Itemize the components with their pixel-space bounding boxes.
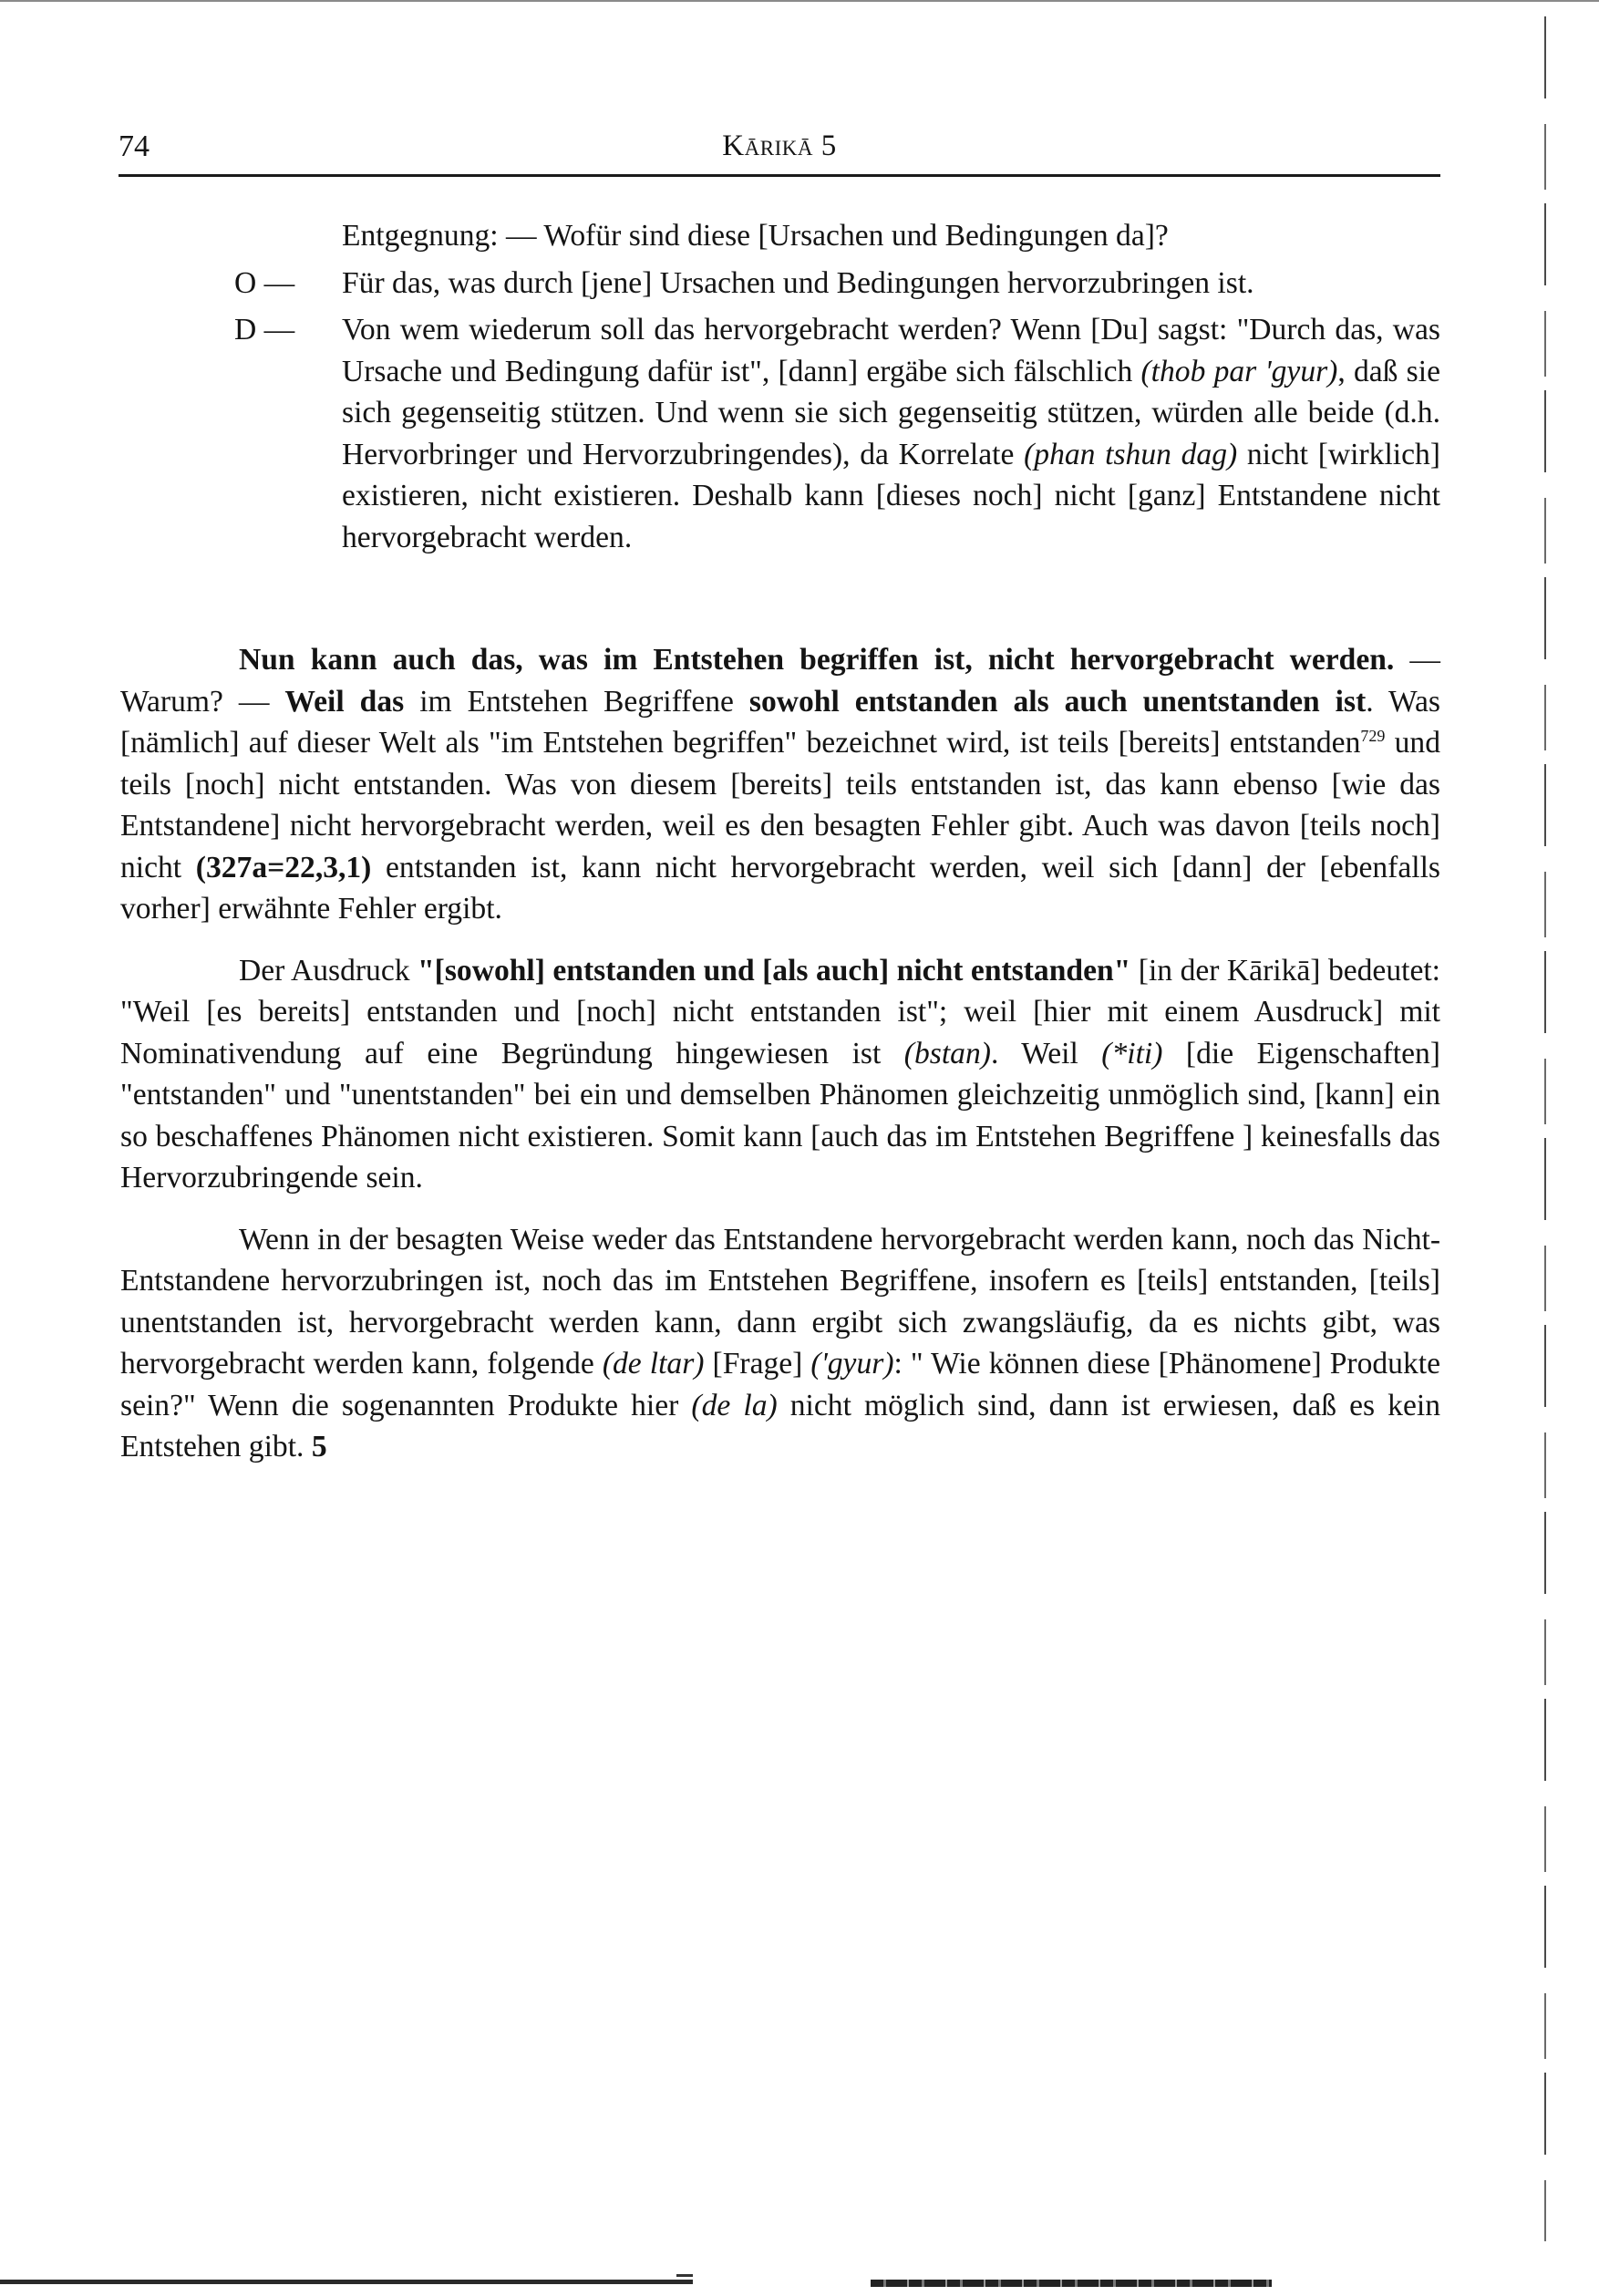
root-verse-text: "[sowohl] entstanden und [als auch] nicht entstanden" xyxy=(418,953,1131,988)
paragraph-text: und teils [noch] nicht entstanden. Was von diesem [bereits] teils entstanden ist, das kann ebenso [wie das Entstandene] nicht hervorgebracht werden, weil es den besagten Fehler gibt. Auch was davon [teils noch] nicht xyxy=(120,726,1440,884)
tibetan-term: (de ltar) xyxy=(602,1347,705,1381)
defender-text: nicht [wirklich] existieren, nicht existieren. Deshalb kann [dieses noch] nicht [ganz] Entstandene nicht hervorgebracht werden. xyxy=(342,437,1440,554)
paragraph-text: im Entstehen Begriffene xyxy=(404,684,749,719)
root-verse-text: Nun kann auch das, was im Entstehen begriffen ist, nicht hervorgebracht werden. xyxy=(239,643,1395,677)
root-verse-text: sowohl entstanden als auch unentstanden ist xyxy=(748,684,1367,719)
paragraph-text: Der Ausdruck xyxy=(239,953,418,988)
page-number: 74 xyxy=(119,129,150,163)
dialog-block xyxy=(120,215,1440,564)
scan-bottom-mark xyxy=(676,2274,693,2286)
paragraph-text: [die Eigenschaften] "entstanden" und "unentstanden" bei ein und demselben Phänomen gleichzeitig unmöglich sind, [kann] ein so beschaffenes Phänomen nicht existieren. Somit kann [auch das im Entstehen Begriffene ] keinesfalls das Hervorzubringende sein. xyxy=(120,1036,1440,1195)
paragraph-text: nicht möglich sind, dann ist erwiesen, daß es kein Entstehen gibt. xyxy=(120,1388,1440,1463)
paragraph-1 xyxy=(120,639,1440,930)
dialog-intro xyxy=(120,215,1440,257)
sanskrit-term: (*iti) xyxy=(1101,1036,1163,1070)
paragraph-text: — Warum? — xyxy=(120,643,1440,719)
paragraph-text: [Frage] xyxy=(704,1347,811,1381)
header-rule xyxy=(119,174,1440,177)
scan-margin-rule xyxy=(1544,16,1546,2241)
paragraph-2 xyxy=(120,950,1440,1199)
running-head xyxy=(119,128,1440,173)
tibetan-term: (bstan) xyxy=(903,1036,991,1070)
paragraph-text: [in der Kārikā] bedeutet: "Weil [es bereits] entstanden und [noch] nicht entstanden ist"; weil [hier mit einem Ausdruck] mit Nominativendung auf eine Begründung hingewiesen ist xyxy=(120,953,1441,1070)
dialog-opponent xyxy=(120,263,1440,305)
scan-bottom-edge xyxy=(0,2280,693,2284)
tibetan-term: (thob par 'gyur) xyxy=(1140,354,1338,388)
footnote-marker: 729 xyxy=(1360,727,1386,745)
running-title: Kārikā 5 xyxy=(722,129,837,162)
defender-marker: D — xyxy=(234,313,295,346)
verse-end-number: 5 xyxy=(311,1430,327,1463)
root-verse-text: Weil das xyxy=(284,684,405,719)
tibetan-term: (de la) xyxy=(691,1388,778,1422)
folio-reference: (327a=22,3,1) xyxy=(195,850,372,884)
defender-text: , daß sie sich gegenseitig stützen. Und wenn sie sich gegenseitig stützen, würden alle beide (d.h. Hervorbringer und Hervorzubringendes), da Korrelate xyxy=(342,354,1440,471)
dialog-defender xyxy=(120,309,1440,558)
paragraph-3 xyxy=(120,1219,1440,1468)
opponent-marker: O — xyxy=(234,265,295,300)
scan-top-edge xyxy=(0,0,1599,2)
paragraph-text: . Weil xyxy=(990,1036,1102,1070)
paragraph-text: entstanden ist, kann nicht hervorgebracht werden, weil sich [dann] der [ebenfalls vorher] erwähnte Fehler ergibt. xyxy=(120,850,1440,926)
tibetan-term: ('gyur) xyxy=(810,1347,894,1381)
paragraph-text: : " Wie können diese [Phänomene] Produkte sein?" Wenn die sogenannten Produkte hier xyxy=(120,1347,1440,1422)
tibetan-term: (phan tshun dag) xyxy=(1024,437,1238,471)
paragraph-text: Wenn in der besagten Weise weder das Entstandene hervorgebracht werden kann, noch das Nicht-Entstandene hervorzubringen ist, noch das im Entstehen Begriffene, insofern es [teils] entstanden, [teils] unentstanden ist, hervorgebracht werden kann, dann ergibt sich zwangsläufig, da es nichts gibt, was hervorgebracht werden kann, folgende xyxy=(120,1222,1440,1381)
opponent-text: Für das, was durch [jene] Ursachen und Bedingungen hervorzubringen ist. xyxy=(342,265,1254,300)
commentary-body xyxy=(120,639,1440,1488)
scan-bottom-bar xyxy=(871,2280,1272,2287)
defender-text: Von wem wiederum soll das hervorgebracht werden? Wenn [Du] sagst: "Durch das, was Ursache und Bedingung dafür ist", [dann] ergäbe sich fälschlich xyxy=(342,313,1440,388)
paragraph-text: . Was [nämlich] auf dieser Welt als "im Entstehen begriffen" bezeichnet wird, ist teils [bereits] entstanden xyxy=(120,684,1440,760)
dialog-intro-text: Entgegnung: — Wofür sind diese [Ursachen und Bedingungen da]? xyxy=(342,219,1169,253)
